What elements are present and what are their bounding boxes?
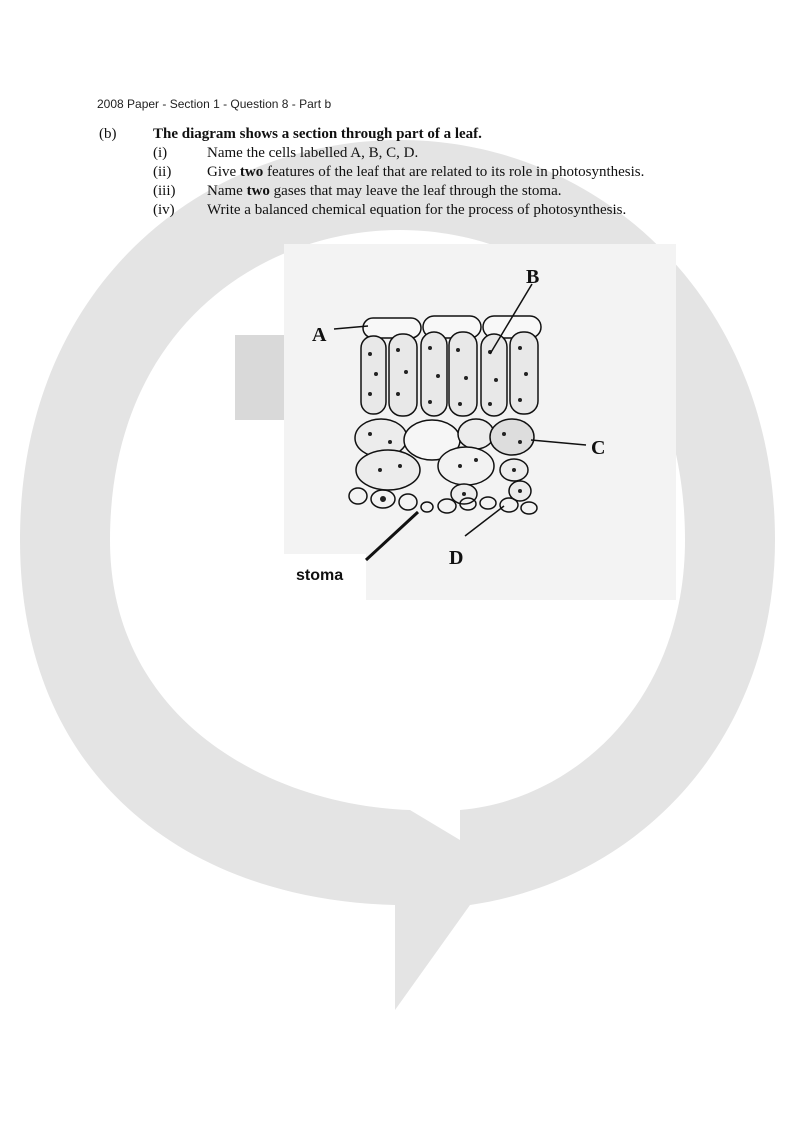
sub-question-text: Name two gases that may leave the leaf through the stoma. <box>207 183 562 199</box>
label-stoma: stoma <box>296 567 344 584</box>
sub-question-text: Write a balanced chemical equation for the process of photosynthesis. <box>207 202 627 218</box>
question-part-label: (b) <box>99 126 117 142</box>
label-a: A <box>312 324 327 346</box>
question-intro: The diagram shows a section through part of a leaf. <box>153 126 482 142</box>
palisade-cell <box>510 332 538 414</box>
sub-question-number: (i) <box>153 145 168 161</box>
page-header: 2008 Paper - Section 1 - Question 8 - Part b <box>97 97 332 111</box>
palisade-cell <box>421 332 447 416</box>
label-d: D <box>449 547 464 569</box>
spongy-cell <box>438 447 494 485</box>
sub-question-number: (ii) <box>153 164 172 180</box>
sub-question-text: Name the cells labelled A, B, C, D. <box>207 145 419 161</box>
palisade-cell <box>361 336 386 414</box>
sub-question-number: (iv) <box>153 202 175 218</box>
spongy-cell <box>356 450 420 490</box>
spongy-cell <box>458 419 494 449</box>
leaf-section-diagram <box>284 244 676 600</box>
sub-question-text: Give two features of the leaf that are related to its role in photosynthesis. <box>207 164 645 180</box>
label-c: C <box>591 437 606 459</box>
label-b: B <box>526 266 540 288</box>
sub-question-number: (iii) <box>153 183 176 199</box>
palisade-cell <box>449 332 477 416</box>
palisade-cell <box>389 334 417 416</box>
epidermis-cell <box>363 318 421 338</box>
spongy-cell <box>490 419 534 455</box>
